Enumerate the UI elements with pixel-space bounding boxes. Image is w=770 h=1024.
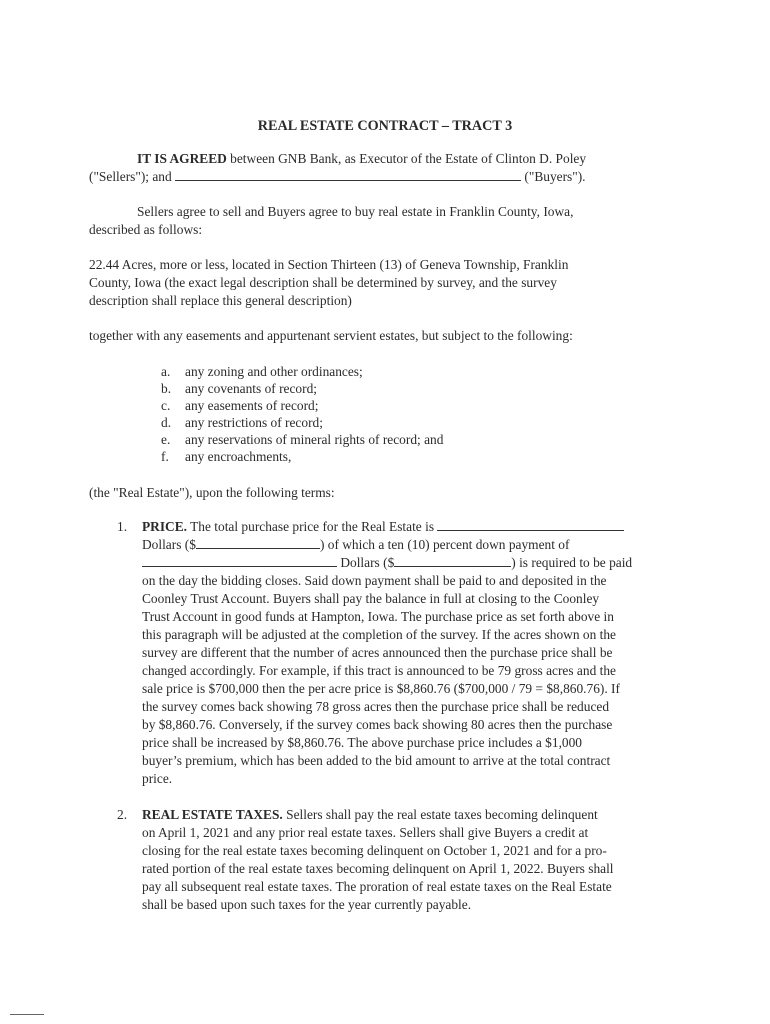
- price-body-line: buyer’s premium, which has been added to the bid amount to arrive at the total contract: [142, 753, 611, 768]
- document-title: REAL ESTATE CONTRACT – TRACT 3: [257, 118, 513, 134]
- agree-line-1: Sellers agree to sell and Buyers agree to buy real estate in Franklin County, Iowa,: [137, 204, 574, 219]
- section-number: 2.: [117, 807, 128, 822]
- intro-line-2: ("Sellers"); and ("Buyers").: [89, 169, 586, 184]
- price-body-line: changed accordingly. For example, if this tract is announced to be 79 gross acres and the: [142, 663, 616, 678]
- list-item-text: any zoning and other ordinances;: [185, 364, 363, 379]
- list-item: e.: [161, 432, 171, 447]
- price-body-line: survey are different that the number of acres announced then the purchase price shall be: [142, 645, 613, 660]
- price-body-line: on the day the bidding closes. Said down payment shall be paid to and deposited in the: [142, 573, 607, 588]
- price-line-2: Dollars ($ ) of which a ten (10) percent down payment of: [142, 537, 570, 552]
- price-body-line: by $8,860.76. Conversely, if the survey comes back showing 80 acres then the purchase: [142, 717, 613, 732]
- price-line-1: PRICE. The total purchase price for the Real Estate is: [142, 518, 624, 535]
- taxes-body-line: shall be based upon such taxes for the year currently payable.: [142, 897, 472, 912]
- section-number: 1.: [117, 519, 128, 534]
- taxes-body-line: closing for the real estate taxes becoming delinquent on October 1, 2021 and for a pro-: [142, 843, 607, 858]
- together-line: together with any easements and appurtenant servient estates, but subject to the following:: [89, 328, 573, 343]
- list-item: a.: [161, 364, 171, 379]
- agree-line-2: described as follows:: [89, 222, 203, 237]
- list-item: d.: [161, 415, 172, 430]
- buyers-name-blank[interactable]: [175, 168, 521, 181]
- taxes-line-1: REAL ESTATE TAXES. Sellers shall pay the real estate taxes becoming delinquent: [142, 807, 598, 822]
- price-body-line: this paragraph will be adjusted at the completion of the survey. If the acres shown on the: [142, 627, 616, 642]
- description-line-1: 22.44 Acres, more or less, located in Section Thirteen (13) of Geneva Township, Franklin: [89, 257, 569, 272]
- price-body-line: Trust Account in good funds at Hampton, Iowa. The purchase price as set forth above in: [142, 609, 614, 624]
- section-heading: PRICE.: [142, 519, 188, 534]
- description-line-2: County, Iowa (the exact legal description shall be determined by survey, and the survey: [89, 275, 557, 290]
- price-body-line: the survey comes back showing 78 gross acres then the purchase price shall be reduced: [142, 699, 610, 714]
- list-item-text: any easements of record;: [185, 398, 319, 413]
- price-body-line: price shall be increased by $8,860.76. The above purchase price includes a $1,000: [142, 735, 583, 750]
- list-item-text: any covenants of record;: [185, 381, 317, 396]
- total-price-blank[interactable]: [437, 518, 624, 531]
- price-body-line: sale price is $700,000 then the per acre price is $8,860.76 ($700,000 / 79 = $8,860.76). If: [142, 681, 620, 696]
- agreed-phrase: IT IS AGREED: [137, 151, 227, 166]
- down-payment-blank[interactable]: [142, 554, 337, 567]
- list-item-text: any reservations of mineral rights of record; and: [185, 432, 444, 447]
- description-line-3: description shall replace this general description): [89, 293, 352, 308]
- taxes-body-line: rated portion of the real estate taxes becoming delinquent on April 1, 2022. Buyers shall: [142, 861, 614, 876]
- scan-edge-mark: [10, 1014, 44, 1015]
- list-item-text: any restrictions of record;: [185, 415, 323, 430]
- down-payment-dollars-blank[interactable]: [394, 554, 511, 567]
- list-item: b.: [161, 381, 172, 396]
- list-item-text: any encroachments,: [185, 449, 292, 464]
- price-body-line: price.: [142, 771, 173, 786]
- price-line-3: Dollars ($ ) is required to be paid: [142, 554, 632, 571]
- section-heading: REAL ESTATE TAXES.: [142, 807, 283, 822]
- list-item: f.: [161, 449, 169, 464]
- real-estate-terms-line: (the "Real Estate"), upon the following terms:: [89, 485, 335, 500]
- price-body-line: Coonley Trust Account. Buyers shall pay the balance in full at closing to the Coonley: [142, 591, 600, 606]
- total-dollars-blank[interactable]: [196, 536, 320, 549]
- taxes-body-line: pay all subsequent real estate taxes. The proration of real estate taxes on the Real Estate: [142, 879, 612, 894]
- list-item: c.: [161, 398, 171, 413]
- taxes-body-line: on April 1, 2021 and any prior real estate taxes. Sellers shall give Buyers a credit at: [142, 825, 589, 840]
- intro-line-1: IT IS AGREED between GNB Bank, as Executor of the Estate of Clinton D. Poley: [137, 151, 587, 166]
